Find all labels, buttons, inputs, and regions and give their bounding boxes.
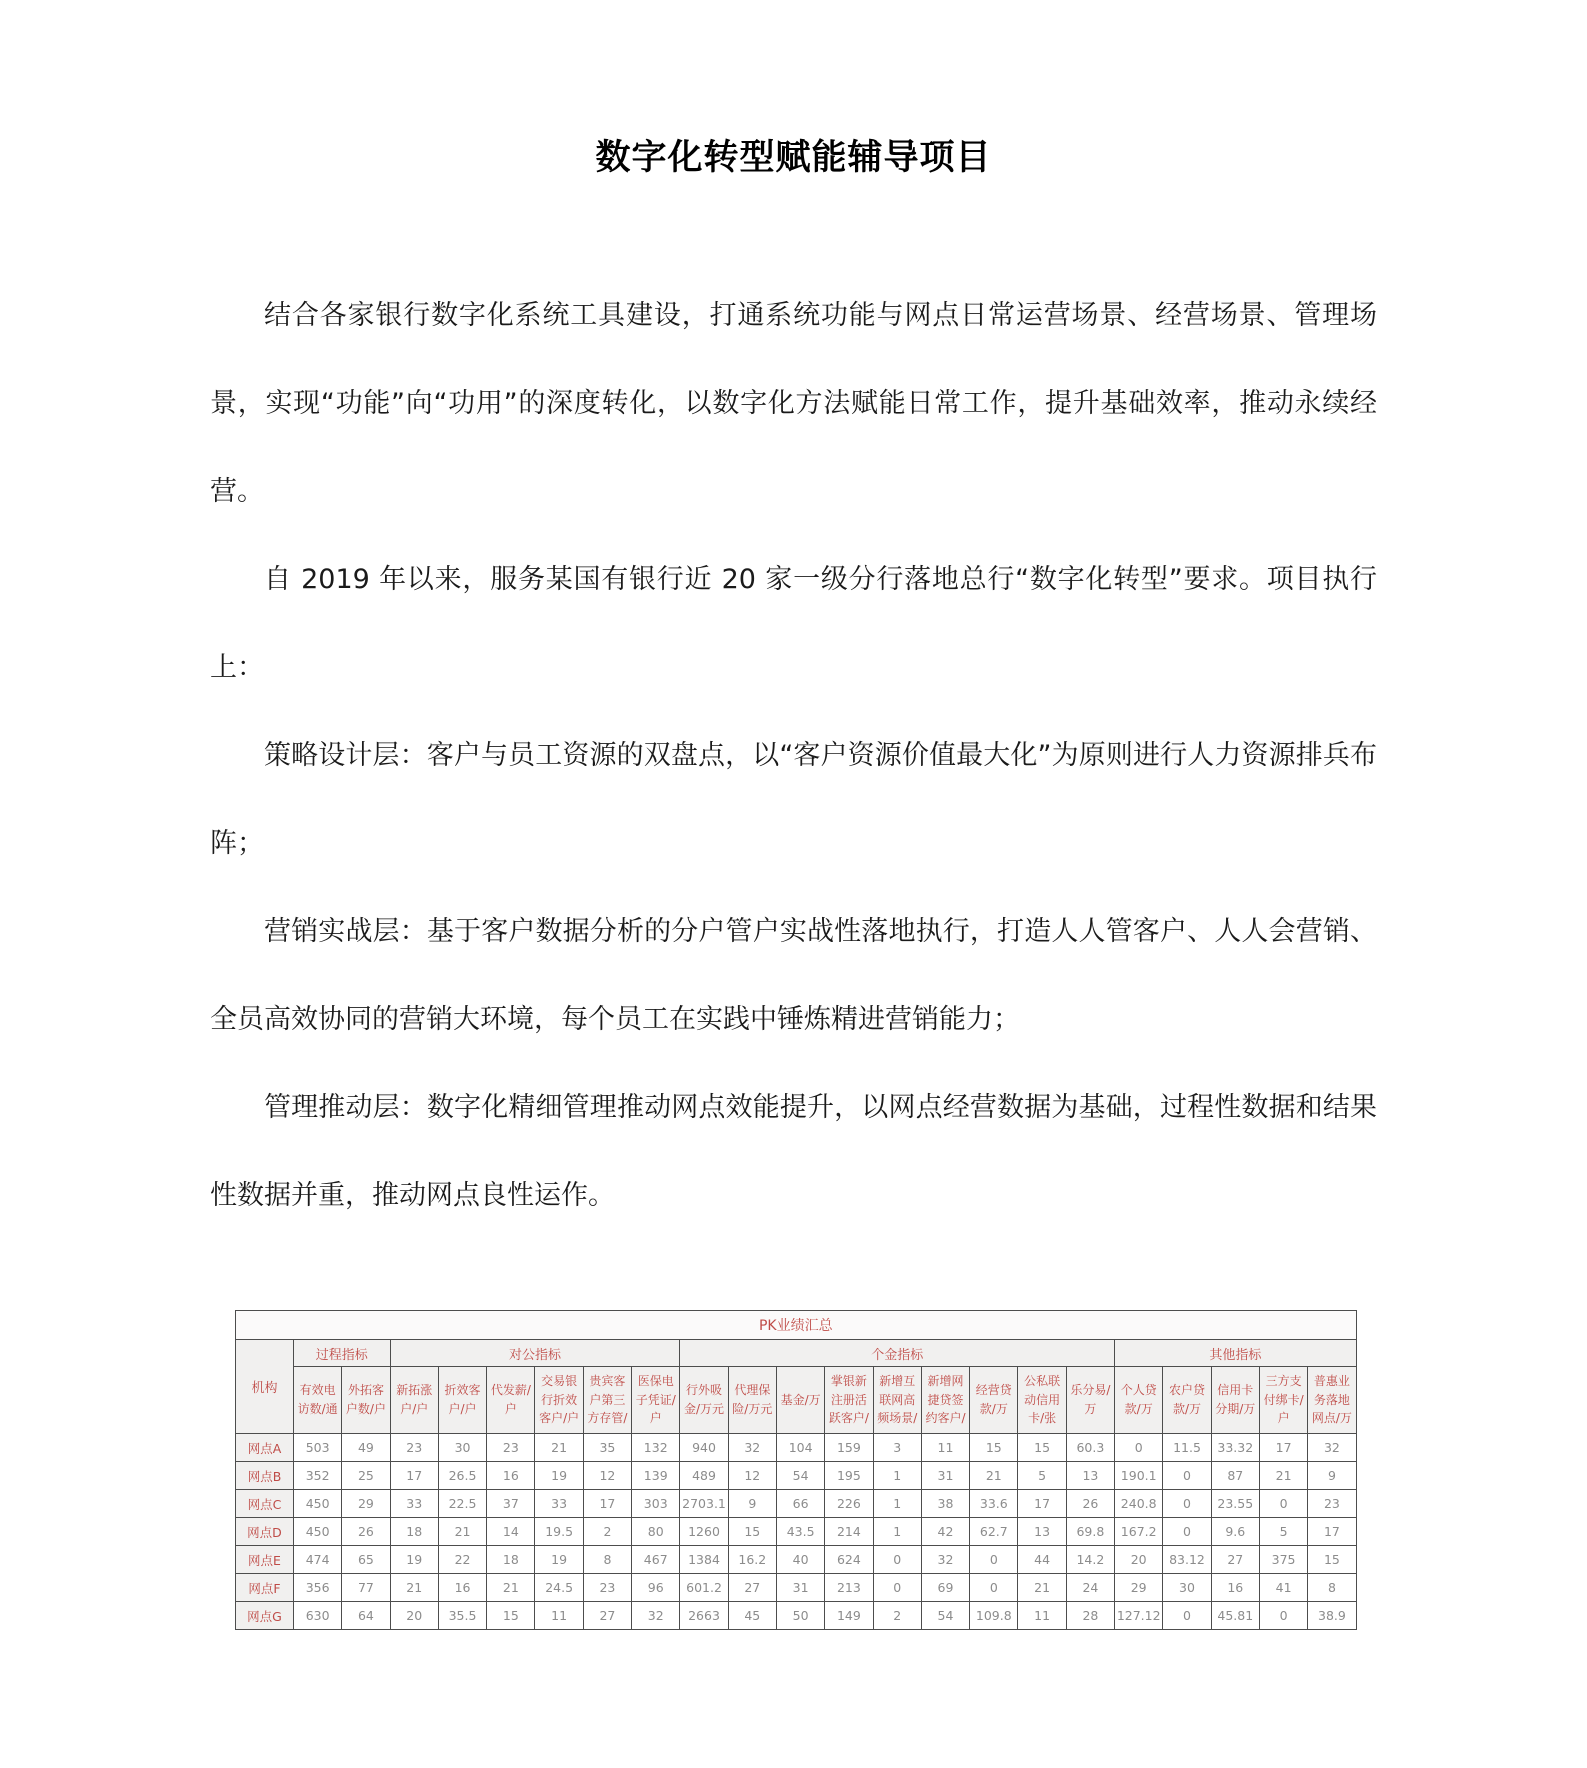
value-cell-r2-c10: 66 [776, 1490, 824, 1518]
value-cell-r5-c8: 601.2 [680, 1574, 728, 1602]
table-row [236, 1462, 1357, 1490]
value-cell-r0-c19: 33.32 [1211, 1434, 1259, 1462]
value-cell-r6-c2: 20 [390, 1602, 438, 1630]
org-header-cell: 机构 [236, 1340, 294, 1434]
value-cell-r6-c18: 0 [1163, 1602, 1211, 1630]
group-header-1: 对公指标 [390, 1340, 680, 1367]
value-cell-r2-c8: 2703.1 [680, 1490, 728, 1518]
value-cell-r4-c15: 44 [1018, 1546, 1066, 1574]
table-row [236, 1518, 1357, 1546]
table-row [236, 1490, 1357, 1518]
value-cell-r2-c11: 226 [825, 1490, 873, 1518]
value-cell-r3-c9: 15 [728, 1518, 776, 1546]
value-cell-r0-c7: 132 [632, 1434, 680, 1462]
value-cell-r1-c3: 26.5 [438, 1462, 486, 1490]
column-header-12: 新增互联网高频场景/ [873, 1367, 921, 1434]
value-cell-r1-c6: 12 [583, 1462, 631, 1490]
value-cell-r5-c9: 27 [728, 1574, 776, 1602]
value-cell-r2-c17: 240.8 [1115, 1490, 1163, 1518]
row-name-cell: 网点E [236, 1546, 294, 1574]
value-cell-r5-c13: 69 [921, 1574, 969, 1602]
value-cell-r2-c20: 0 [1259, 1490, 1307, 1518]
value-cell-r1-c10: 54 [776, 1462, 824, 1490]
value-cell-r3-c3: 21 [438, 1518, 486, 1546]
value-cell-r3-c11: 214 [825, 1518, 873, 1546]
value-cell-r4-c10: 40 [776, 1546, 824, 1574]
value-cell-r0-c5: 21 [535, 1434, 583, 1462]
pk-performance-table-container [235, 1310, 1587, 1630]
column-header-3: 折效客户/户 [438, 1367, 486, 1434]
document-title: 数字化转型赋能辅导项目 [595, 138, 992, 178]
value-cell-r6-c13: 54 [921, 1602, 969, 1630]
value-cell-r0-c2: 23 [390, 1434, 438, 1462]
value-cell-r2-c19: 23.55 [1211, 1490, 1259, 1518]
value-cell-r0-c9: 32 [728, 1434, 776, 1462]
value-cell-r1-c20: 21 [1259, 1462, 1307, 1490]
value-cell-r5-c0: 356 [294, 1574, 342, 1602]
value-cell-r4-c6: 8 [583, 1546, 631, 1574]
column-header-21: 普惠业务落地网点/万 [1308, 1367, 1356, 1434]
value-cell-r3-c12: 1 [873, 1518, 921, 1546]
value-cell-r4-c7: 467 [632, 1546, 680, 1574]
value-cell-r2-c7: 303 [632, 1490, 680, 1518]
value-cell-r0-c8: 940 [680, 1434, 728, 1462]
value-cell-r3-c1: 26 [342, 1518, 390, 1546]
value-cell-r1-c7: 139 [632, 1462, 680, 1490]
value-cell-r6-c0: 630 [294, 1602, 342, 1630]
column-header-7: 医保电子凭证/户 [632, 1367, 680, 1434]
value-cell-r5-c4: 21 [487, 1574, 535, 1602]
pk-performance-table [235, 1310, 1357, 1630]
value-cell-r6-c16: 28 [1066, 1602, 1114, 1630]
table-title: PK业绩汇总 [236, 1311, 1357, 1340]
row-name-cell: 网点A [236, 1434, 294, 1462]
value-cell-r6-c7: 32 [632, 1602, 680, 1630]
value-cell-r5-c6: 23 [583, 1574, 631, 1602]
value-cell-r0-c18: 11.5 [1163, 1434, 1211, 1462]
value-cell-r5-c21: 8 [1308, 1574, 1356, 1602]
value-cell-r5-c15: 21 [1018, 1574, 1066, 1602]
paragraph-management: 管理推动层：数字化精细管理推动网点效能提升，以网点经营数据为基础，过程性数据和结果性数据并重，推动网点良性运作。 [210, 1092, 1377, 1211]
paragraph-overview: 结合各家银行数字化系统工具建设，打通系统功能与网点日常运营场景、经营场景、管理场景，实现“功能”向“功用”的深度转化，以数字化方法赋能日常工作，提升基础效率，推动永续经营。 [210, 300, 1377, 507]
paragraph-marketing: 营销实战层：基于客户数据分析的分户管户实战性落地执行，打造人人管客户、人人会营销、全员高效协同的营销大环境，每个员工在实践中锤炼精进营销能力； [210, 916, 1377, 1035]
value-cell-r0-c11: 159 [825, 1434, 873, 1462]
column-header-14: 经营贷款/万 [970, 1367, 1018, 1434]
value-cell-r5-c1: 77 [342, 1574, 390, 1602]
value-cell-r0-c1: 49 [342, 1434, 390, 1462]
value-cell-r4-c11: 624 [825, 1546, 873, 1574]
value-cell-r4-c2: 19 [390, 1546, 438, 1574]
value-cell-r3-c19: 9.6 [1211, 1518, 1259, 1546]
value-cell-r1-c1: 25 [342, 1462, 390, 1490]
value-cell-r6-c17: 127.12 [1115, 1602, 1163, 1630]
value-cell-r0-c13: 11 [921, 1434, 969, 1462]
value-cell-r2-c21: 23 [1308, 1490, 1356, 1518]
column-header-2: 新拓涨户/户 [390, 1367, 438, 1434]
value-cell-r5-c14: 0 [970, 1574, 1018, 1602]
value-cell-r5-c20: 41 [1259, 1574, 1307, 1602]
row-name-cell: 网点F [236, 1574, 294, 1602]
value-cell-r6-c12: 2 [873, 1602, 921, 1630]
value-cell-r0-c20: 17 [1259, 1434, 1307, 1462]
value-cell-r1-c14: 21 [970, 1462, 1018, 1490]
column-header-6: 贵宾客户第三方存管/ [583, 1367, 631, 1434]
column-header-10: 基金/万 [776, 1367, 824, 1434]
value-cell-r4-c12: 0 [873, 1546, 921, 1574]
value-cell-r6-c20: 0 [1259, 1602, 1307, 1630]
table-row [236, 1574, 1357, 1602]
column-header-1: 外拓客户数/户 [342, 1367, 390, 1434]
value-cell-r1-c12: 1 [873, 1462, 921, 1490]
value-cell-r3-c7: 80 [632, 1518, 680, 1546]
group-header-0: 过程指标 [294, 1340, 391, 1367]
value-cell-r4-c0: 474 [294, 1546, 342, 1574]
value-cell-r3-c15: 13 [1018, 1518, 1066, 1546]
value-cell-r3-c21: 17 [1308, 1518, 1356, 1546]
value-cell-r1-c21: 9 [1308, 1462, 1356, 1490]
value-cell-r5-c17: 29 [1115, 1574, 1163, 1602]
value-cell-r6-c14: 109.8 [970, 1602, 1018, 1630]
column-header-9: 代理保险/万元 [728, 1367, 776, 1434]
table-row [236, 1546, 1357, 1574]
value-cell-r3-c4: 14 [487, 1518, 535, 1546]
row-name-cell: 网点C [236, 1490, 294, 1518]
value-cell-r2-c16: 26 [1066, 1490, 1114, 1518]
value-cell-r0-c16: 60.3 [1066, 1434, 1114, 1462]
value-cell-r6-c10: 50 [776, 1602, 824, 1630]
value-cell-r1-c0: 352 [294, 1462, 342, 1490]
value-cell-r6-c8: 2663 [680, 1602, 728, 1630]
value-cell-r2-c15: 17 [1018, 1490, 1066, 1518]
value-cell-r6-c5: 11 [535, 1602, 583, 1630]
value-cell-r2-c12: 1 [873, 1490, 921, 1518]
row-name-cell: 网点D [236, 1518, 294, 1546]
value-cell-r0-c15: 15 [1018, 1434, 1066, 1462]
value-cell-r6-c19: 45.81 [1211, 1602, 1259, 1630]
value-cell-r5-c3: 16 [438, 1574, 486, 1602]
table-row [236, 1602, 1357, 1630]
value-cell-r6-c9: 45 [728, 1602, 776, 1630]
value-cell-r5-c7: 96 [632, 1574, 680, 1602]
row-name-cell: 网点B [236, 1462, 294, 1490]
document-body [210, 272, 1377, 1240]
value-cell-r4-c18: 83.12 [1163, 1546, 1211, 1574]
value-cell-r1-c8: 489 [680, 1462, 728, 1490]
column-header-4: 代发薪/户 [487, 1367, 535, 1434]
value-cell-r3-c0: 450 [294, 1518, 342, 1546]
paragraph-background: 自 2019 年以来，服务某国有银行近 20 家一级分行落地总行“数字化转型”要求。项目执行上： [210, 564, 1377, 683]
column-header-20: 三方支付绑卡/户 [1259, 1367, 1307, 1434]
value-cell-r4-c17: 20 [1115, 1546, 1163, 1574]
value-cell-r6-c1: 64 [342, 1602, 390, 1630]
value-cell-r4-c19: 27 [1211, 1546, 1259, 1574]
group-header-2: 个金指标 [680, 1340, 1115, 1367]
value-cell-r1-c9: 12 [728, 1462, 776, 1490]
value-cell-r5-c5: 24.5 [535, 1574, 583, 1602]
value-cell-r6-c11: 149 [825, 1602, 873, 1630]
value-cell-r2-c5: 33 [535, 1490, 583, 1518]
value-cell-r3-c14: 62.7 [970, 1518, 1018, 1546]
paragraph-strategy: 策略设计层：客户与员工资源的双盘点，以“客户资源价值最大化”为原则进行人力资源排兵布阵； [210, 740, 1377, 859]
value-cell-r6-c3: 35.5 [438, 1602, 486, 1630]
value-cell-r2-c14: 33.6 [970, 1490, 1018, 1518]
value-cell-r5-c12: 0 [873, 1574, 921, 1602]
column-header-11: 掌银新注册活跃客户/ [825, 1367, 873, 1434]
value-cell-r1-c11: 195 [825, 1462, 873, 1490]
column-header-16: 乐分易/万 [1066, 1367, 1114, 1434]
value-cell-r0-c17: 0 [1115, 1434, 1163, 1462]
value-cell-r0-c21: 32 [1308, 1434, 1356, 1462]
value-cell-r2-c13: 38 [921, 1490, 969, 1518]
value-cell-r4-c1: 65 [342, 1546, 390, 1574]
value-cell-r1-c2: 17 [390, 1462, 438, 1490]
column-header-0: 有效电访数/通 [294, 1367, 342, 1434]
value-cell-r1-c19: 87 [1211, 1462, 1259, 1490]
value-cell-r3-c5: 19.5 [535, 1518, 583, 1546]
value-cell-r0-c4: 23 [487, 1434, 535, 1462]
group-header-3: 其他指标 [1115, 1340, 1357, 1367]
value-cell-r1-c16: 13 [1066, 1462, 1114, 1490]
value-cell-r4-c16: 14.2 [1066, 1546, 1114, 1574]
value-cell-r6-c6: 27 [583, 1602, 631, 1630]
value-cell-r3-c6: 2 [583, 1518, 631, 1546]
value-cell-r1-c13: 31 [921, 1462, 969, 1490]
value-cell-r2-c4: 37 [487, 1490, 535, 1518]
value-cell-r2-c9: 9 [728, 1490, 776, 1518]
row-name-cell: 网点G [236, 1602, 294, 1630]
value-cell-r4-c21: 15 [1308, 1546, 1356, 1574]
value-cell-r0-c6: 35 [583, 1434, 631, 1462]
column-header-15: 公私联动信用卡/张 [1018, 1367, 1066, 1434]
value-cell-r5-c19: 16 [1211, 1574, 1259, 1602]
value-cell-r4-c8: 1384 [680, 1546, 728, 1574]
value-cell-r2-c2: 33 [390, 1490, 438, 1518]
value-cell-r0-c0: 503 [294, 1434, 342, 1462]
value-cell-r1-c18: 0 [1163, 1462, 1211, 1490]
value-cell-r1-c15: 5 [1018, 1462, 1066, 1490]
value-cell-r2-c3: 22.5 [438, 1490, 486, 1518]
value-cell-r1-c4: 16 [487, 1462, 535, 1490]
column-header-17: 个人贷款/万 [1115, 1367, 1163, 1434]
value-cell-r5-c16: 24 [1066, 1574, 1114, 1602]
value-cell-r1-c17: 190.1 [1115, 1462, 1163, 1490]
value-cell-r3-c18: 0 [1163, 1518, 1211, 1546]
value-cell-r4-c3: 22 [438, 1546, 486, 1574]
value-cell-r6-c4: 15 [487, 1602, 535, 1630]
value-cell-r4-c4: 18 [487, 1546, 535, 1574]
value-cell-r2-c6: 17 [583, 1490, 631, 1518]
column-header-19: 信用卡分期/万 [1211, 1367, 1259, 1434]
value-cell-r3-c20: 5 [1259, 1518, 1307, 1546]
table-row [236, 1434, 1357, 1462]
value-cell-r3-c13: 42 [921, 1518, 969, 1546]
value-cell-r0-c12: 3 [873, 1434, 921, 1462]
value-cell-r4-c5: 19 [535, 1546, 583, 1574]
column-header-5: 交易银行折效客户/户 [535, 1367, 583, 1434]
value-cell-r3-c17: 167.2 [1115, 1518, 1163, 1546]
value-cell-r4-c20: 375 [1259, 1546, 1307, 1574]
value-cell-r3-c10: 43.5 [776, 1518, 824, 1546]
value-cell-r0-c10: 104 [776, 1434, 824, 1462]
value-cell-r5-c10: 31 [776, 1574, 824, 1602]
value-cell-r6-c15: 11 [1018, 1602, 1066, 1630]
value-cell-r5-c18: 30 [1163, 1574, 1211, 1602]
value-cell-r2-c18: 0 [1163, 1490, 1211, 1518]
value-cell-r6-c21: 38.9 [1308, 1602, 1356, 1630]
value-cell-r3-c8: 1260 [680, 1518, 728, 1546]
value-cell-r0-c3: 30 [438, 1434, 486, 1462]
value-cell-r4-c13: 32 [921, 1546, 969, 1574]
value-cell-r5-c2: 21 [390, 1574, 438, 1602]
value-cell-r0-c14: 15 [970, 1434, 1018, 1462]
value-cell-r5-c11: 213 [825, 1574, 873, 1602]
value-cell-r2-c1: 29 [342, 1490, 390, 1518]
column-header-13: 新增网捷贷签约客户/ [921, 1367, 969, 1434]
value-cell-r4-c14: 0 [970, 1546, 1018, 1574]
value-cell-r4-c9: 16.2 [728, 1546, 776, 1574]
value-cell-r3-c16: 69.8 [1066, 1518, 1114, 1546]
value-cell-r2-c0: 450 [294, 1490, 342, 1518]
column-header-8: 行外吸金/万元 [680, 1367, 728, 1434]
value-cell-r3-c2: 18 [390, 1518, 438, 1546]
column-header-18: 农户贷款/万 [1163, 1367, 1211, 1434]
value-cell-r1-c5: 19 [535, 1462, 583, 1490]
